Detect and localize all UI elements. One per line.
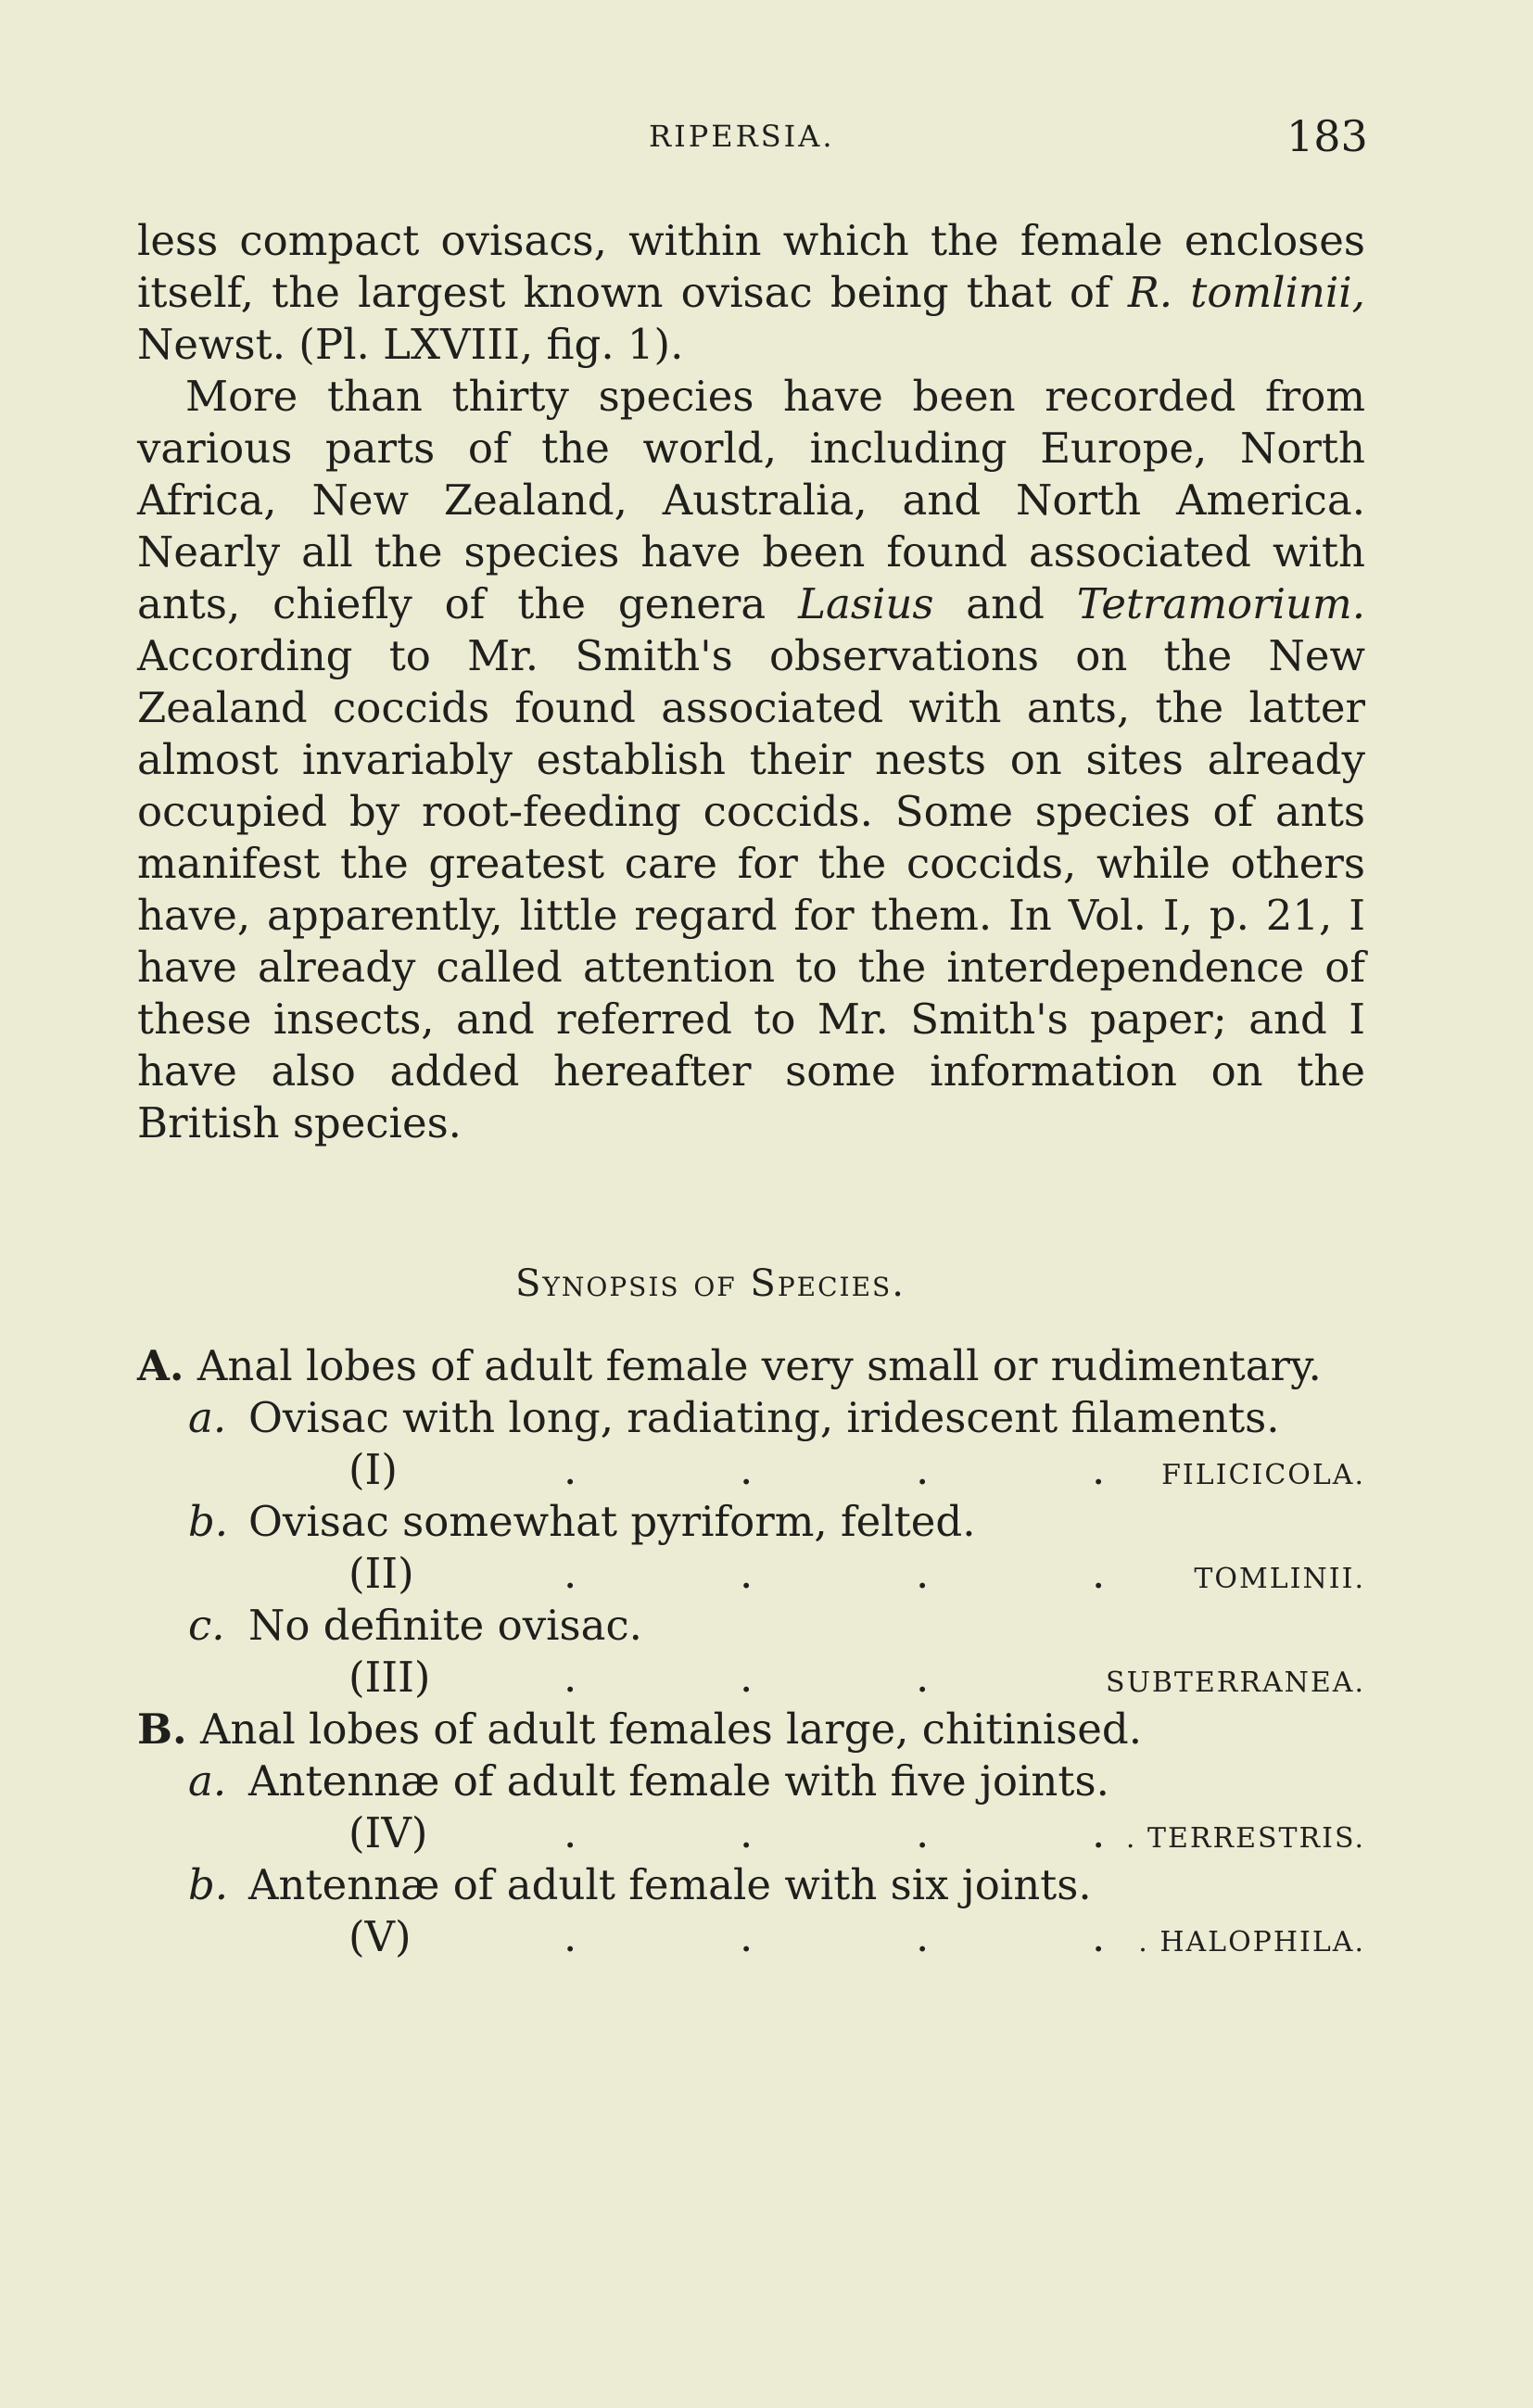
key-letter: b.	[188, 1497, 229, 1546]
p2-genus-tetramorium: Tetramorium.	[1076, 579, 1365, 628]
key-text: Ovisac with long, radiating, iridescent filaments.	[248, 1393, 1280, 1442]
p2-and: and	[933, 579, 1077, 628]
key-entry-A-c	[137, 1600, 1365, 1652]
p1-text-b: Newst. (Pl. LXVIII, fig. 1).	[137, 320, 684, 369]
p2-text-b: According to Mr. Smith's observations on the New Zealand coccids found associated with ants, the latter almost invariably establish their nests on sites already occupied by root-feeding coccids. Some species of ants manifest the greatest care for the coccids, while others have, apparently, little regard for them. In Vol. I, p. 21, I have already called attention to the interdependence of these insects, and referred to Mr. Smith's paper; and I have also added hereafter some information on the British species.	[137, 631, 1365, 1147]
species-name: . HALOPHILA.	[1138, 1926, 1365, 1958]
key-text: Antennæ of adult female with six joints.	[248, 1860, 1092, 1909]
species-name: TOMLINII.	[1194, 1563, 1365, 1595]
key-letter: c.	[188, 1601, 225, 1650]
species-number: (IV)	[348, 1808, 428, 1857]
p2-genus-lasius: Lasius	[798, 579, 934, 628]
key-entry-A	[137, 1340, 1365, 1392]
species-number: (II)	[348, 1549, 414, 1598]
species-number: (V)	[348, 1912, 412, 1961]
key-letter: A.	[137, 1341, 184, 1390]
key-text: Ovisac somewhat pyriform, felted.	[248, 1497, 976, 1546]
paragraph-1	[137, 215, 1365, 371]
key-letter: B.	[137, 1705, 187, 1754]
species-number: (I)	[348, 1445, 398, 1494]
key-entry-B-a	[137, 1755, 1365, 1807]
leader-dots: . . .	[564, 1653, 930, 1702]
body-text	[137, 215, 1365, 1149]
key-text: Anal lobes of adult females large, chitinised.	[200, 1705, 1143, 1754]
paragraph-2	[137, 371, 1365, 1149]
species-number: (III)	[348, 1653, 431, 1702]
leader-dots: . . . .	[564, 1445, 1106, 1494]
key-entry-A-a	[137, 1392, 1365, 1444]
species-name: SUBTERRANEA.	[1106, 1667, 1365, 1699]
leader-dots: . . . .	[564, 1912, 1106, 1961]
key-entry-B	[137, 1704, 1365, 1755]
key-text: No definite ovisac.	[248, 1601, 642, 1650]
key-text: Antennæ of adult female with five joints.	[248, 1756, 1109, 1806]
species-name: FILICICOLA.	[1161, 1459, 1365, 1491]
species-line-1	[137, 1444, 1365, 1496]
synopsis-heading: Synopsis of Species.	[515, 1262, 906, 1305]
species-name: . TERRESTRIS.	[1125, 1822, 1365, 1855]
species-key	[137, 1340, 1365, 1963]
key-entry-A-b	[137, 1496, 1365, 1548]
leader-dots: . . . .	[564, 1808, 1106, 1857]
running-head: RIPERSIA.	[649, 119, 835, 154]
key-letter: a.	[188, 1756, 227, 1806]
key-entry-B-b	[137, 1859, 1365, 1911]
species-line-3	[137, 1652, 1365, 1704]
key-text: Anal lobes of adult female very small or rudimentary.	[196, 1341, 1322, 1390]
species-line-2	[137, 1548, 1365, 1600]
p1-species-name: R. tomlinii,	[1127, 268, 1365, 317]
species-line-5	[137, 1911, 1365, 1963]
key-letter: b.	[188, 1860, 229, 1909]
species-line-4	[137, 1807, 1365, 1859]
leader-dots: . . . .	[564, 1549, 1106, 1598]
p2-text-a: More than thirty species have been recorded from various parts of the world, including Europe, North Africa, New Zealand, Australia, and North America. Nearly all the species have been found associated with ants, chiefly of the genera	[137, 372, 1365, 628]
p1-text-a: less compact ovisacs, within which the female encloses itself, the largest known ovisac being that of	[137, 216, 1365, 317]
key-letter: a.	[188, 1393, 227, 1442]
page-number: 183	[1286, 111, 1368, 161]
